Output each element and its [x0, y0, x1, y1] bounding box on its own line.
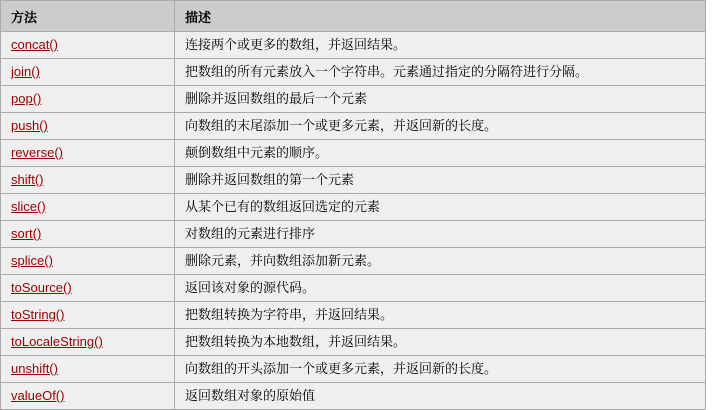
table-row	[1, 167, 706, 194]
table-row	[1, 86, 706, 113]
table-row	[1, 302, 706, 329]
description-cell	[175, 194, 706, 221]
description-text: 把数组转换为字符串，并返回结果。	[185, 307, 394, 322]
column-header-method: 方法	[1, 1, 175, 32]
table-row	[1, 113, 706, 140]
table-row	[1, 221, 706, 248]
description-text: 把数组的所有元素放入一个字符串。元素通过指定的分隔符进行分隔。	[185, 64, 589, 79]
method-link[interactable]: join()	[11, 64, 40, 79]
method-link[interactable]: toLocaleString()	[11, 334, 103, 349]
method-link[interactable]: valueOf()	[11, 388, 65, 403]
table-row	[1, 275, 706, 302]
method-cell	[1, 221, 175, 248]
method-link[interactable]: unshift()	[11, 361, 58, 376]
description-text: 向数组的开头添加一个或更多元素，并返回新的长度。	[185, 361, 498, 376]
table-row	[1, 383, 706, 410]
description-cell	[175, 383, 706, 410]
method-cell	[1, 329, 175, 356]
table-header-row	[1, 1, 706, 32]
description-cell	[175, 329, 706, 356]
method-link[interactable]: slice()	[11, 199, 46, 214]
description-cell	[175, 59, 706, 86]
column-header-description: 描述	[175, 1, 706, 32]
method-link[interactable]: concat()	[11, 37, 58, 52]
table-row	[1, 59, 706, 86]
description-text: 颠倒数组中元素的顺序。	[185, 145, 329, 160]
description-cell	[175, 302, 706, 329]
description-text: 返回数组对象的原始值	[185, 388, 316, 403]
method-cell	[1, 302, 175, 329]
description-cell	[175, 356, 706, 383]
description-cell	[175, 221, 706, 248]
table-body	[1, 32, 706, 410]
description-text: 删除元素，并向数组添加新元素。	[185, 253, 381, 268]
method-cell	[1, 113, 175, 140]
table-row	[1, 194, 706, 221]
description-cell	[175, 32, 706, 59]
method-cell	[1, 383, 175, 410]
method-link[interactable]: toSource()	[11, 280, 72, 295]
table-row	[1, 140, 706, 167]
method-link[interactable]: shift()	[11, 172, 44, 187]
description-text: 连接两个或更多的数组，并返回结果。	[185, 37, 407, 52]
description-cell	[175, 113, 706, 140]
description-text: 把数组转换为本地数组，并返回结果。	[185, 334, 407, 349]
method-link[interactable]: toString()	[11, 307, 65, 322]
description-text: 删除并返回数组的最后一个元素	[185, 91, 368, 106]
method-cell	[1, 140, 175, 167]
method-cell	[1, 59, 175, 86]
description-cell	[175, 248, 706, 275]
method-cell	[1, 32, 175, 59]
description-cell	[175, 275, 706, 302]
table-row	[1, 32, 706, 59]
method-cell	[1, 356, 175, 383]
method-cell	[1, 86, 175, 113]
method-link[interactable]: reverse()	[11, 145, 64, 160]
table-row	[1, 356, 706, 383]
method-link[interactable]: push()	[11, 118, 48, 133]
description-text: 向数组的末尾添加一个或更多元素，并返回新的长度。	[185, 118, 498, 133]
method-cell	[1, 167, 175, 194]
method-cell	[1, 248, 175, 275]
method-cell	[1, 194, 175, 221]
description-cell	[175, 86, 706, 113]
method-link[interactable]: splice()	[11, 253, 53, 268]
method-link[interactable]: pop()	[11, 91, 42, 106]
table-row	[1, 329, 706, 356]
description-cell	[175, 167, 706, 194]
description-text: 对数组的元素进行排序	[185, 226, 316, 241]
description-text: 返回该对象的源代码。	[185, 280, 316, 295]
description-cell	[175, 140, 706, 167]
description-text: 从某个已有的数组返回选定的元素	[185, 199, 381, 214]
method-link[interactable]: sort()	[11, 226, 42, 241]
description-text: 删除并返回数组的第一个元素	[185, 172, 355, 187]
method-cell	[1, 275, 175, 302]
table-row	[1, 248, 706, 275]
